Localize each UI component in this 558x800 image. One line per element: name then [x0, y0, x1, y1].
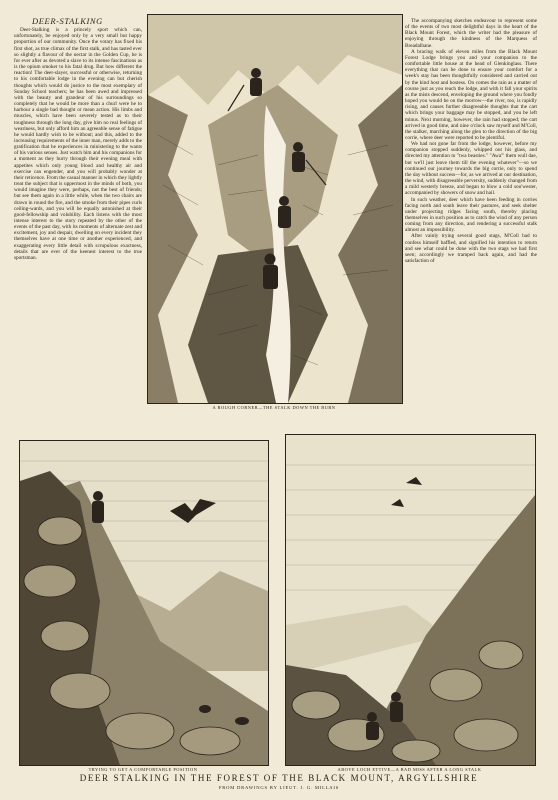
article-title: DEER-STALKING — [32, 18, 103, 26]
article-left-column — [14, 18, 142, 426]
right-paragraph-4: In such weather, deer which have been feeding in corries facing north and south leave their pastures, and seek shelter under projecting ridges facing south, thereby placing themselves in such position as to catch the wind of any person coming from any direction, and rendering a successful stalk almost an impossibility. — [405, 196, 537, 234]
caption-top: A ROUGH CORNER—THE STALK DOWN THE BURN — [212, 405, 336, 410]
right-paragraph-5: After vainly trying several good stags, M'Coll had to confess himself baffled, and signified his intention to return and see what could be done with the two stags we had first seen; accordingly we tramped back again, and had the satisfaction of — [405, 233, 537, 265]
illustration-credit: FROM DRAWINGS BY LIEUT. J. G. MILLAIS — [218, 785, 340, 790]
illustration-loch-ettive — [285, 434, 536, 766]
page-title: DEER STALKING IN THE FOREST OF THE BLACK MOUNT, ARGYLLSHIRE — [79, 773, 479, 783]
right-paragraph-1: The accompanying sketches endeavour to represent some of the events of two most delightful days in the heart of the Black Mount Forest, which the writer had the pleasure of enjoying through the kindness of the Marquess of Breadalbane. — [405, 18, 537, 49]
right-paragraph-3: We had not gone far from the lodge, however, before my companion stopped suddenly, whipped out his glass, and directed my attention to "twa beasties." "Awa'" them wull dae, but we'll just leave them till the evening whatever"—so we continued our journey towards the big corrie, only to spend the day without success—for, as we arrived at our destination, the wind, with disagreeable perversity, suddenly changed from a mild westerly breeze, and began to blow a cold sou'wester, accompanied by showers of snow and hail. — [405, 141, 537, 197]
article-right-column — [405, 18, 537, 396]
left-paragraph: Deer-Stalking is a princely sport which can, unfortunately, be enjoyed only by a very small but happy proportion of our community. Once the votary has fixed his first shot, as true climax of the first stalk, and has tasted ever so slightly a flavour of the nectar in the Golden Cup, he is for ever after as devoted a slave to its intense fascinations as is the opium smoker to his fatal drug. But how different the reaction! The deer-slayer, successful or otherwise, returning to his comfortable lodge in the evening can but cherish thoughts which would do justice to the most exemplary of Sunday School teachers; he has been awed and impressed with the beauty and grandeur of his surroundings so completely that he would be more than a churl were he to harbour a single bad thought or mean action. His limbs and muscles, which have been severely tested as to their toughness through the long day, give him no real feelings of weariness, but only afford him an agreeable sense of fatigue he would hardly wish to be without; and this, added to the increasing requirements of the inner man, merely adds to the gratification that he experiences in ministering to the wants of his various senses. Just watch him and his companions for a moment as they hurry through their evening meal with appetites which only young blood and healthy air and exercise can engender, and you will probably wonder at their reticence. From the casual manner in which they lightly treat the subject that is uppermost in the minds of both, you would imagine they were, perhaps, not the best of friends; but see them again in a little while, when the two chairs are drawn in round the fire, and the smoke from their pipes curls ceiling-wards, and you will be equally astonished at their good-fellowship and volubility. Each listens with the most intense interest to the story repeated by the other of the events of the past day, with its moments of alternate zest and excitement, joy and despair, dwelling on every incident they themselves have at one time or another experienced, and exaggerating every little detail with scrupulous exactness, details that are ever of the keenest interest to the true sportsman. — [14, 27, 142, 261]
illustration-rough-corner — [147, 14, 403, 404]
illustration-comfortable-position — [19, 440, 269, 766]
caption-bottom-left: TRYING TO GET A COMFORTABLE POSITION — [88, 767, 198, 772]
right-paragraph-2: A bracing walk of eleven miles from the Black Mount Forest Lodge brings you and your companion to the comfortable little house at the head of Glenkinglass. There everything that can be done to ensure your comfort for a week's stay has been thoughtfully considered and carried out by the kind host and hostess. On comes the rain as a matter of course just as you reach the lodge, and with it fall your spirits as the mists descend, enveloping the ground where you fondly hoped you would be on the morrow—the river, too, is rapidly rising, and causes further disagreeable thoughts that the cart which brings your baggage may be stopped, and you be left minus. Next morning, however, the rain had stopped; the cart arrived in good time, and nine o'clock saw myself and M'Coll, the stalker, marching along the glen to the direction of the big corrie, where deer were reported to be plentiful. — [405, 48, 537, 141]
caption-bottom-right: ABOVE LOCH ETTIVE—A BAD MISS AFTER A LONG STALK — [337, 767, 482, 772]
